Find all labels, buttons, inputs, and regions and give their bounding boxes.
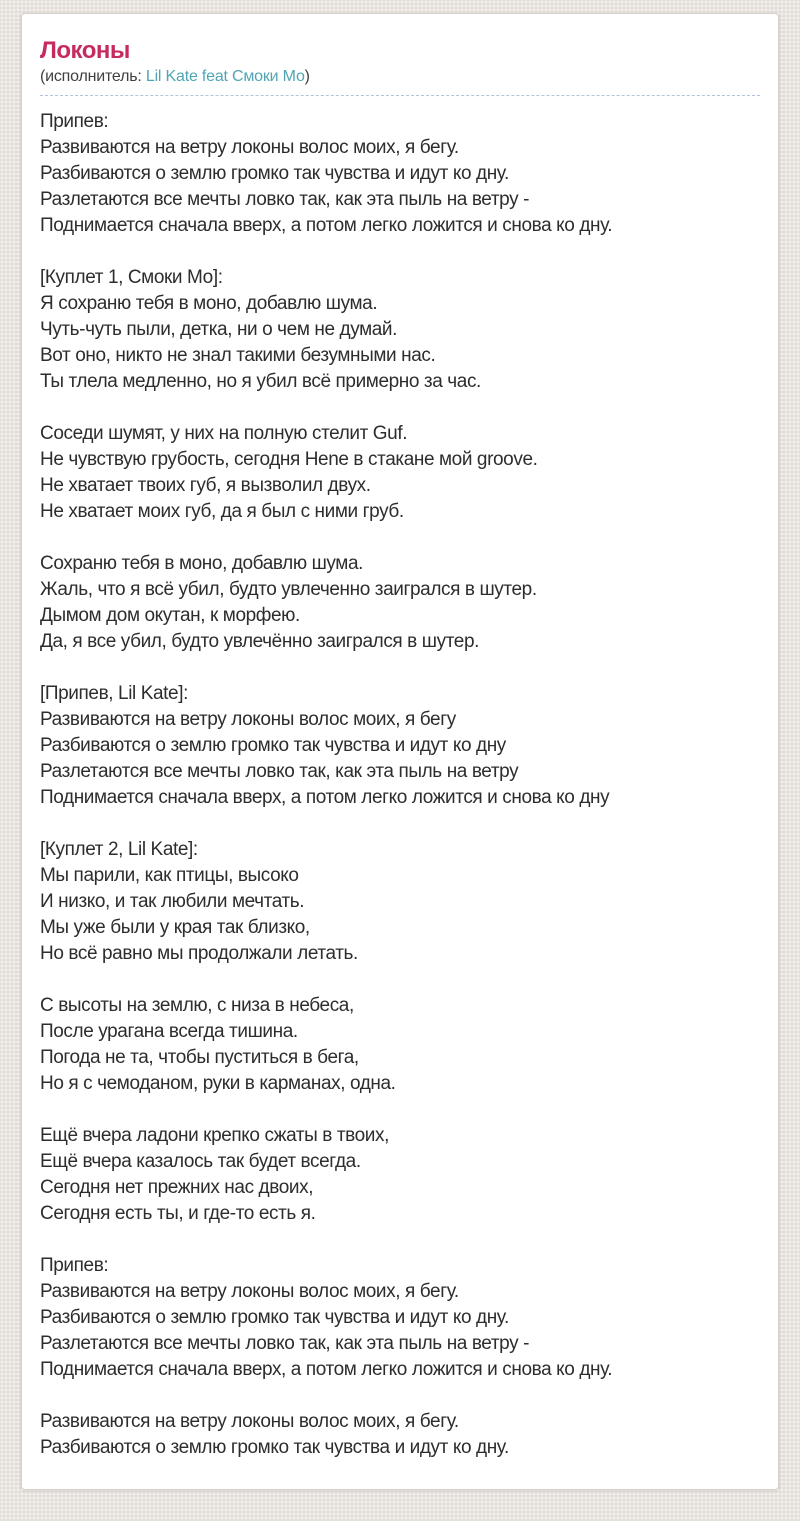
lyric-line: Развиваются на ветру локоны волос моих, я бегу. bbox=[40, 137, 459, 158]
lyric-line: Разбиваются о землю громко так чувства и идут ко дну. bbox=[40, 163, 509, 184]
lyric-line: Не чувствую грубость, сегодня Hene в стакане мой groove. bbox=[40, 449, 538, 470]
lyric-line: [Припев, Lil Kate]: bbox=[40, 683, 188, 704]
lyric-line: Но я с чемоданом, руки в карманах, одна. bbox=[40, 1073, 396, 1094]
lyric-line: Не хватает твоих губ, я вызволил двух. bbox=[40, 475, 371, 496]
lyric-line: Разлетаются все мечты ловко так, как эта пыль на ветру bbox=[40, 761, 519, 782]
lyric-line: Не хватает моих губ, да я был с ними груб. bbox=[40, 501, 404, 522]
stanza bbox=[40, 1409, 760, 1461]
lyric-line: Сохраню тебя в моно, добавлю шума. bbox=[40, 553, 364, 574]
lyric-line: Поднимается сначала вверх, а потом легко ложится и снова ко дну bbox=[40, 787, 610, 808]
page bbox=[0, 13, 800, 1521]
stanza bbox=[40, 993, 760, 1097]
lyric-line: С высоты на землю, с низа в небеса, bbox=[40, 995, 354, 1016]
lyric-line: Но всё равно мы продолжали летать. bbox=[40, 943, 358, 964]
artist-prefix: (исполнитель: bbox=[40, 68, 146, 85]
stanza bbox=[40, 265, 760, 395]
lyric-line: [Куплет 1, Смоки Мо]: bbox=[40, 267, 223, 288]
lyric-line: Да, я все убил, будто увлечённо заигрался в шутер. bbox=[40, 631, 479, 652]
lyric-line: Сегодня есть ты, и где-то есть я. bbox=[40, 1203, 316, 1224]
artist-link[interactable]: Lil Kate feat Смоки Мо bbox=[145, 68, 305, 85]
lyric-line: Разлетаются все мечты ловко так, как эта пыль на ветру - bbox=[40, 1333, 530, 1354]
lyrics-card bbox=[21, 13, 779, 1490]
stanza bbox=[40, 109, 760, 239]
lyric-line: Жаль, что я всё убил, будто увлеченно заигрался в шутер. bbox=[40, 579, 537, 600]
lyric-line: Разбиваются о землю громко так чувства и идут ко дну. bbox=[40, 1307, 509, 1328]
page-title: Локоны bbox=[40, 37, 130, 64]
lyric-line: Сегодня нет прежних нас двоих, bbox=[40, 1177, 314, 1198]
lyric-line: Поднимается сначала вверх, а потом легко ложится и снова ко дну. bbox=[40, 215, 613, 236]
lyric-line: Вот оно, никто не знал такими безумными нас. bbox=[40, 345, 436, 366]
stanza bbox=[40, 837, 760, 967]
lyric-line: [Куплет 2, Lil Kate]: bbox=[40, 839, 198, 860]
lyric-line: Развиваются на ветру локоны волос моих, я бегу. bbox=[40, 1281, 459, 1302]
lyric-line: Погода не та, чтобы пуститься в бега, bbox=[40, 1047, 359, 1068]
stanza bbox=[40, 551, 760, 655]
lyrics bbox=[40, 96, 760, 1461]
artist-line bbox=[40, 67, 760, 87]
lyric-line: Соседи шумят, у них на полную стелит Guf. bbox=[40, 423, 408, 444]
lyric-line: Я сохраню тебя в моно, добавлю шума. bbox=[40, 293, 378, 314]
lyric-line: Поднимается сначала вверх, а потом легко ложится и снова ко дну. bbox=[40, 1359, 613, 1380]
lyric-line: Разбиваются о землю громко так чувства и идут ко дну bbox=[40, 735, 506, 756]
lyric-line: Разбиваются о землю громко так чувства и идут ко дну. bbox=[40, 1437, 509, 1458]
stanza bbox=[40, 1253, 760, 1383]
lyric-line: И низко, и так любили мечтать. bbox=[40, 891, 305, 912]
lyric-line: Ты тлела медленно, но я убил всё примерно за час. bbox=[40, 371, 481, 392]
artist-suffix: ) bbox=[304, 68, 310, 85]
lyric-line: Мы парили, как птицы, высоко bbox=[40, 865, 299, 886]
stanza bbox=[40, 681, 760, 811]
stanza bbox=[40, 421, 760, 525]
lyric-line: Ещё вчера ладони крепко сжаты в твоих, bbox=[40, 1125, 389, 1146]
lyric-line: Развиваются на ветру локоны волос моих, я бегу bbox=[40, 709, 456, 730]
lyric-line: Припев: bbox=[40, 1255, 109, 1276]
lyric-line: Мы уже были у края так близко, bbox=[40, 917, 310, 938]
lyric-line: Развиваются на ветру локоны волос моих, я бегу. bbox=[40, 1411, 459, 1432]
song-header bbox=[40, 38, 760, 96]
lyric-line: Ещё вчера казалось так будет всегда. bbox=[40, 1151, 361, 1172]
lyric-line: Припев: bbox=[40, 111, 109, 132]
lyric-line: Дымом дом окутан, к морфею. bbox=[40, 605, 300, 626]
lyric-line: Чуть-чуть пыли, детка, ни о чем не думай. bbox=[40, 319, 398, 340]
lyric-line: После урагана всегда тишина. bbox=[40, 1021, 298, 1042]
lyric-line: Разлетаются все мечты ловко так, как эта пыль на ветру - bbox=[40, 189, 530, 210]
stanza bbox=[40, 1123, 760, 1227]
